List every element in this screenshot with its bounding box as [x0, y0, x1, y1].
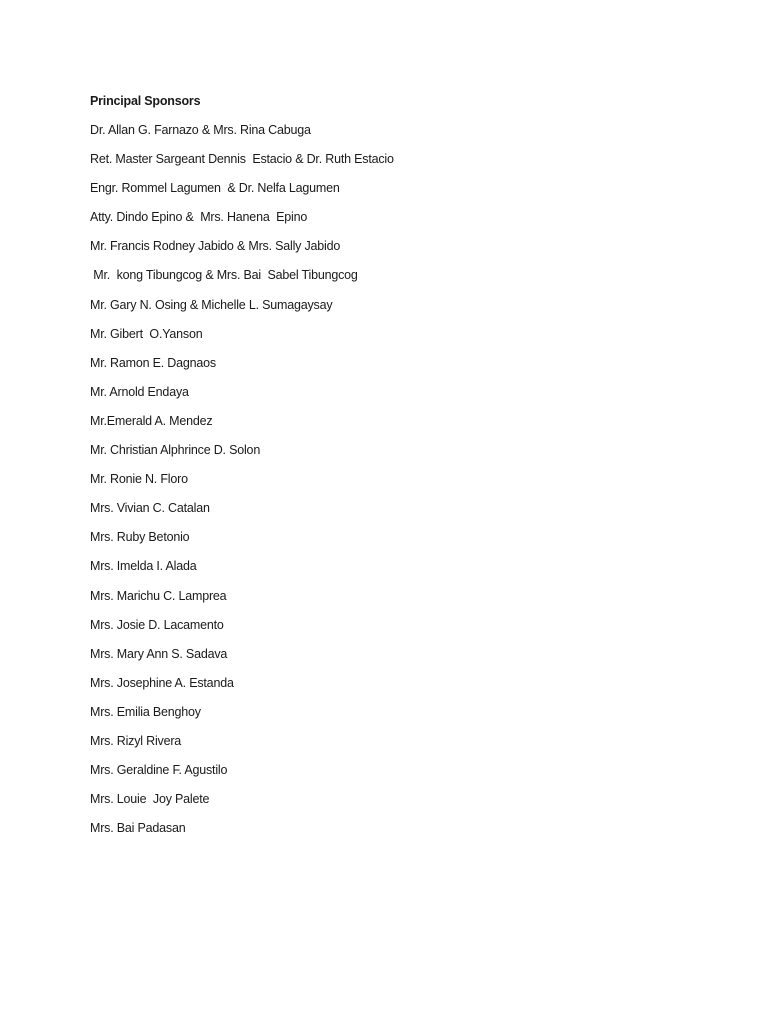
sponsor-entry: Mrs. Geraldine F. Agustilo	[90, 763, 228, 778]
sponsor-entry: Mrs. Rizyl Rivera	[90, 733, 182, 748]
sponsor-entry: Mrs. Mary Ann S. Sadava	[90, 646, 228, 661]
sponsor-entry: Mr. Gibert O.Yanson	[90, 326, 203, 341]
page-title: Principal Sponsors	[90, 94, 201, 108]
sponsor-entry: Dr. Allan G. Farnazo & Mrs. Rina Cabuga	[90, 123, 311, 137]
sponsor-entry: Mrs. Josephine A. Estanda	[90, 675, 234, 690]
sponsor-entry: Engr. Rommel Lagumen & Dr. Nelfa Lagumen	[90, 181, 340, 196]
sponsor-entry: Mrs. Josie D. Lacamento	[90, 617, 224, 632]
sponsor-entry: Mrs. Ruby Betonio	[90, 530, 190, 545]
sponsor-entry: Mrs. Vivian C. Catalan	[90, 501, 210, 516]
sponsor-entry: Mrs. Louie Joy Palete	[90, 792, 210, 807]
sponsor-entry: Mr. Ronie N. Floro	[90, 472, 188, 487]
sponsor-entry: Mr. Gary N. Osing & Michelle L. Sumagaysay	[90, 297, 333, 312]
sponsor-entry: Mr. Christian Alphrince D. Solon	[90, 443, 261, 458]
sponsor-entry: Mrs. Imelda I. Alada	[90, 559, 197, 574]
sponsor-entry: Mrs. Bai Padasan	[90, 821, 186, 836]
sponsor-entry: Mr. kong Tibungcog & Mrs. Bai Sabel Tibungcog	[90, 268, 358, 283]
sponsor-list	[90, 122, 768, 837]
sponsor-entry: Mr. Arnold Endaya	[90, 384, 189, 399]
sponsor-entry: Mrs. Marichu C. Lamprea	[90, 588, 227, 603]
sponsor-entry: Ret. Master Sargeant Dennis Estacio & Dr. Ruth Estacio	[90, 152, 394, 167]
sponsor-entry: Mr.Emerald A. Mendez	[90, 413, 213, 428]
sponsor-entry: Atty. Dindo Epino & Mrs. Hanena Epino	[90, 210, 308, 225]
sponsor-entry: Mr. Ramon E. Dagnaos	[90, 355, 216, 370]
sponsor-entry: Mrs. Emilia Benghoy	[90, 704, 201, 719]
sponsor-entry: Mr. Francis Rodney Jabido & Mrs. Sally Jabido	[90, 239, 341, 254]
